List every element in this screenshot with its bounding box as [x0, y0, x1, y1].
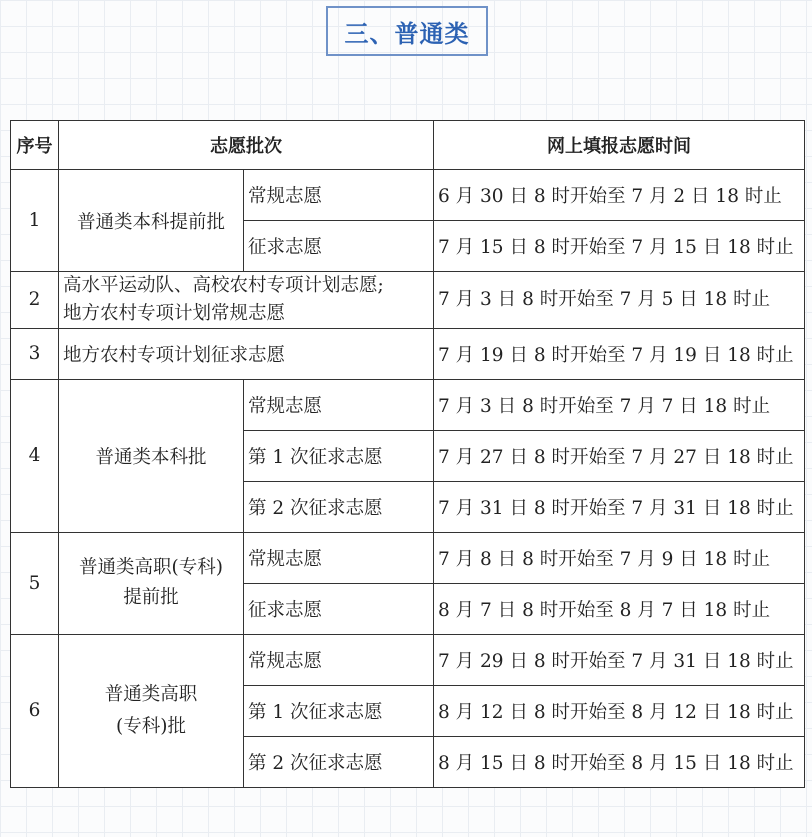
row-batch: 地方农村专项计划征求志愿	[59, 328, 434, 379]
row-volunteer-type: 常规志愿	[244, 532, 434, 583]
row-seq: 5	[11, 532, 59, 634]
row-seq: 1	[11, 170, 59, 272]
header-seq: 序号	[11, 121, 59, 170]
row-batch-line: (专科)批	[116, 715, 186, 737]
row-volunteer-type: 第 2 次征求志愿	[244, 736, 434, 787]
row-time: 7 月 15 日 8 时开始至 7 月 15 日 18 时止	[434, 221, 805, 272]
row-batch	[59, 634, 244, 787]
row-batch-line: 地方农村专项计划常规志愿	[63, 302, 286, 324]
table-row	[11, 170, 805, 221]
admission-schedule-table	[10, 120, 805, 788]
row-volunteer-type: 常规志愿	[244, 634, 434, 685]
row-batch-line: 普通类高职	[104, 684, 198, 706]
row-time: 6 月 30 日 8 时开始至 7 月 2 日 18 时止	[434, 170, 805, 221]
table-row	[11, 532, 805, 583]
row-volunteer-type: 第 1 次征求志愿	[244, 685, 434, 736]
row-time: 7 月 3 日 8 时开始至 7 月 7 日 18 时止	[434, 379, 805, 430]
row-seq: 4	[11, 379, 59, 532]
row-time: 8 月 7 日 8 时开始至 8 月 7 日 18 时止	[434, 583, 805, 634]
row-time: 7 月 19 日 8 时开始至 7 月 19 日 18 时止	[434, 328, 805, 379]
row-batch	[59, 532, 244, 634]
row-batch	[59, 272, 434, 329]
row-seq: 3	[11, 328, 59, 379]
row-time: 8 月 12 日 8 时开始至 8 月 12 日 18 时止	[434, 685, 805, 736]
row-batch: 普通类本科提前批	[59, 170, 244, 272]
row-volunteer-type: 第 2 次征求志愿	[244, 481, 434, 532]
row-time: 7 月 27 日 8 时开始至 7 月 27 日 18 时止	[434, 430, 805, 481]
row-volunteer-type: 征求志愿	[244, 583, 434, 634]
table-row	[11, 272, 805, 329]
row-volunteer-type: 常规志愿	[244, 379, 434, 430]
header-time: 网上填报志愿时间	[434, 121, 805, 170]
table-header-row	[11, 121, 805, 170]
section-heading: 三、普通类	[344, 19, 470, 48]
row-time: 8 月 15 日 8 时开始至 8 月 15 日 18 时止	[434, 736, 805, 787]
row-batch: 普通类本科批	[59, 379, 244, 532]
row-batch-line: 提前批	[123, 587, 179, 608]
row-volunteer-type: 征求志愿	[244, 221, 434, 272]
table-row	[11, 379, 805, 430]
header-batch: 志愿批次	[59, 121, 434, 170]
row-batch-line: 普通类高职(专科)	[79, 557, 223, 579]
row-volunteer-type: 常规志愿	[244, 170, 434, 221]
row-seq: 6	[11, 634, 59, 787]
row-time: 7 月 31 日 8 时开始至 7 月 31 日 18 时止	[434, 481, 805, 532]
row-time: 7 月 8 日 8 时开始至 7 月 9 日 18 时止	[434, 532, 805, 583]
row-seq: 2	[11, 272, 59, 329]
table-row	[11, 328, 805, 379]
row-volunteer-type: 第 1 次征求志愿	[244, 430, 434, 481]
section-heading-box	[326, 6, 488, 56]
row-time: 7 月 29 日 8 时开始至 7 月 31 日 18 时止	[434, 634, 805, 685]
row-batch-line: 高水平运动队、高校农村专项计划志愿;	[63, 275, 384, 296]
table-row	[11, 634, 805, 685]
row-time: 7 月 3 日 8 时开始至 7 月 5 日 18 时止	[434, 272, 805, 329]
